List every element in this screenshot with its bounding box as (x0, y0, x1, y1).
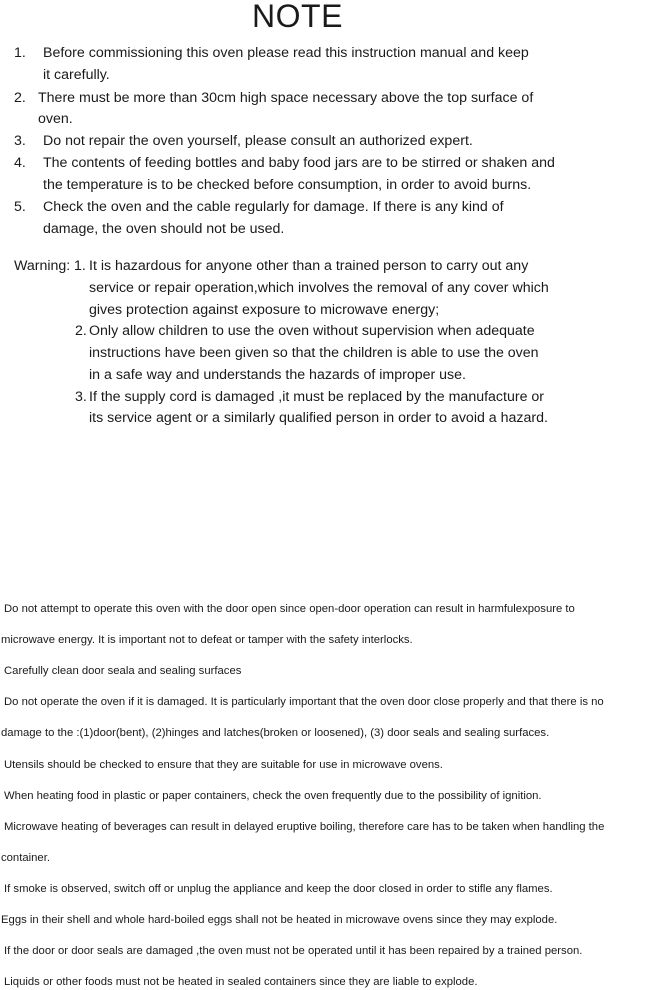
warning-text: Only allow children to use the oven without supervision when adequate (89, 323, 535, 339)
note-text: There must be more than 30cm high space necessary above the top surface of (38, 90, 534, 106)
warning-text: instructions have been given so that the children is able to use the oven (89, 345, 539, 361)
warning-number: 2. (75, 323, 87, 339)
safety-line: Eggs in their shell and whole hard-boiled eggs shall not be heated in microwave ovens since they may explode. (1, 914, 558, 926)
warning-text: gives protection against exposure to microwave energy; (89, 302, 440, 318)
note-number: 1. (14, 45, 26, 61)
safety-line: Utensils should be checked to ensure that they are suitable for use in microwave ovens. (4, 759, 443, 771)
page-title: NOTE (252, 0, 343, 34)
warning-number: 3. (75, 389, 87, 405)
note-number: 5. (14, 199, 26, 215)
safety-line: Do not attempt to operate this oven with the door open since open-door operation can result in harmfulexposure to (4, 603, 575, 615)
warning-text: If the supply cord is damaged ,it must be replaced by the manufacture or (89, 389, 545, 405)
safety-line: damage to the :(1)door(bent), (2)hinges and latches(broken or loosened), (3) door seals and sealing surfaces. (1, 727, 550, 739)
warning-label: Warning: (14, 258, 71, 274)
note-number: 3. (14, 133, 26, 149)
safety-line: container. (1, 852, 50, 864)
safety-line: Carefully clean door seala and sealing surfaces (4, 665, 242, 677)
warning-text: service or repair operation,which involves the removal of any cover which (89, 280, 549, 296)
note-text: damage, the oven should not be used. (43, 221, 285, 237)
note-number: 4. (14, 155, 26, 171)
warning-text: It is hazardous for anyone other than a trained person to carry out any (89, 258, 529, 274)
note-number: 2. (14, 90, 26, 106)
note-text: Check the oven and the cable regularly for damage. If there is any kind of (43, 199, 504, 215)
safety-line: If the door or door seals are damaged ,the oven must not be operated until it has been repaired by a trained person. (4, 945, 583, 957)
safety-line: Do not operate the oven if it is damaged. It is particularly important that the oven door close properly and that there is no (4, 696, 604, 708)
note-text: Before commissioning this oven please read this instruction manual and keep (43, 45, 529, 61)
warning-text: in a safe way and understands the hazards of improper use. (89, 367, 466, 383)
note-text: Do not repair the oven yourself, please consult an authorized expert. (43, 133, 473, 149)
note-text: the temperature is to be checked before consumption, in order to avoid burns. (43, 177, 532, 193)
safety-line: If smoke is observed, switch off or unplug the appliance and keep the door closed in order to stifle any flames. (4, 883, 553, 895)
warning-number: 1. (74, 258, 86, 274)
safety-line: Liquids or other foods must not be heated in sealed containers since they are liable to explode. (4, 976, 478, 988)
warning-text: its service agent or a similarly qualified person in order to avoid a hazard. (89, 410, 548, 426)
note-text: oven. (38, 111, 73, 127)
note-text: The contents of feeding bottles and baby food jars are to be stirred or shaken and (43, 155, 555, 171)
safety-line: Microwave heating of beverages can result in delayed eruptive boiling, therefore care has to be taken when handling the (4, 821, 605, 833)
safety-line: microwave energy. It is important not to defeat or tamper with the safety interlocks. (1, 634, 413, 646)
note-text: it carefully. (43, 67, 110, 83)
safety-line: When heating food in plastic or paper containers, check the oven frequently due to the possibility of ignition. (4, 790, 542, 802)
